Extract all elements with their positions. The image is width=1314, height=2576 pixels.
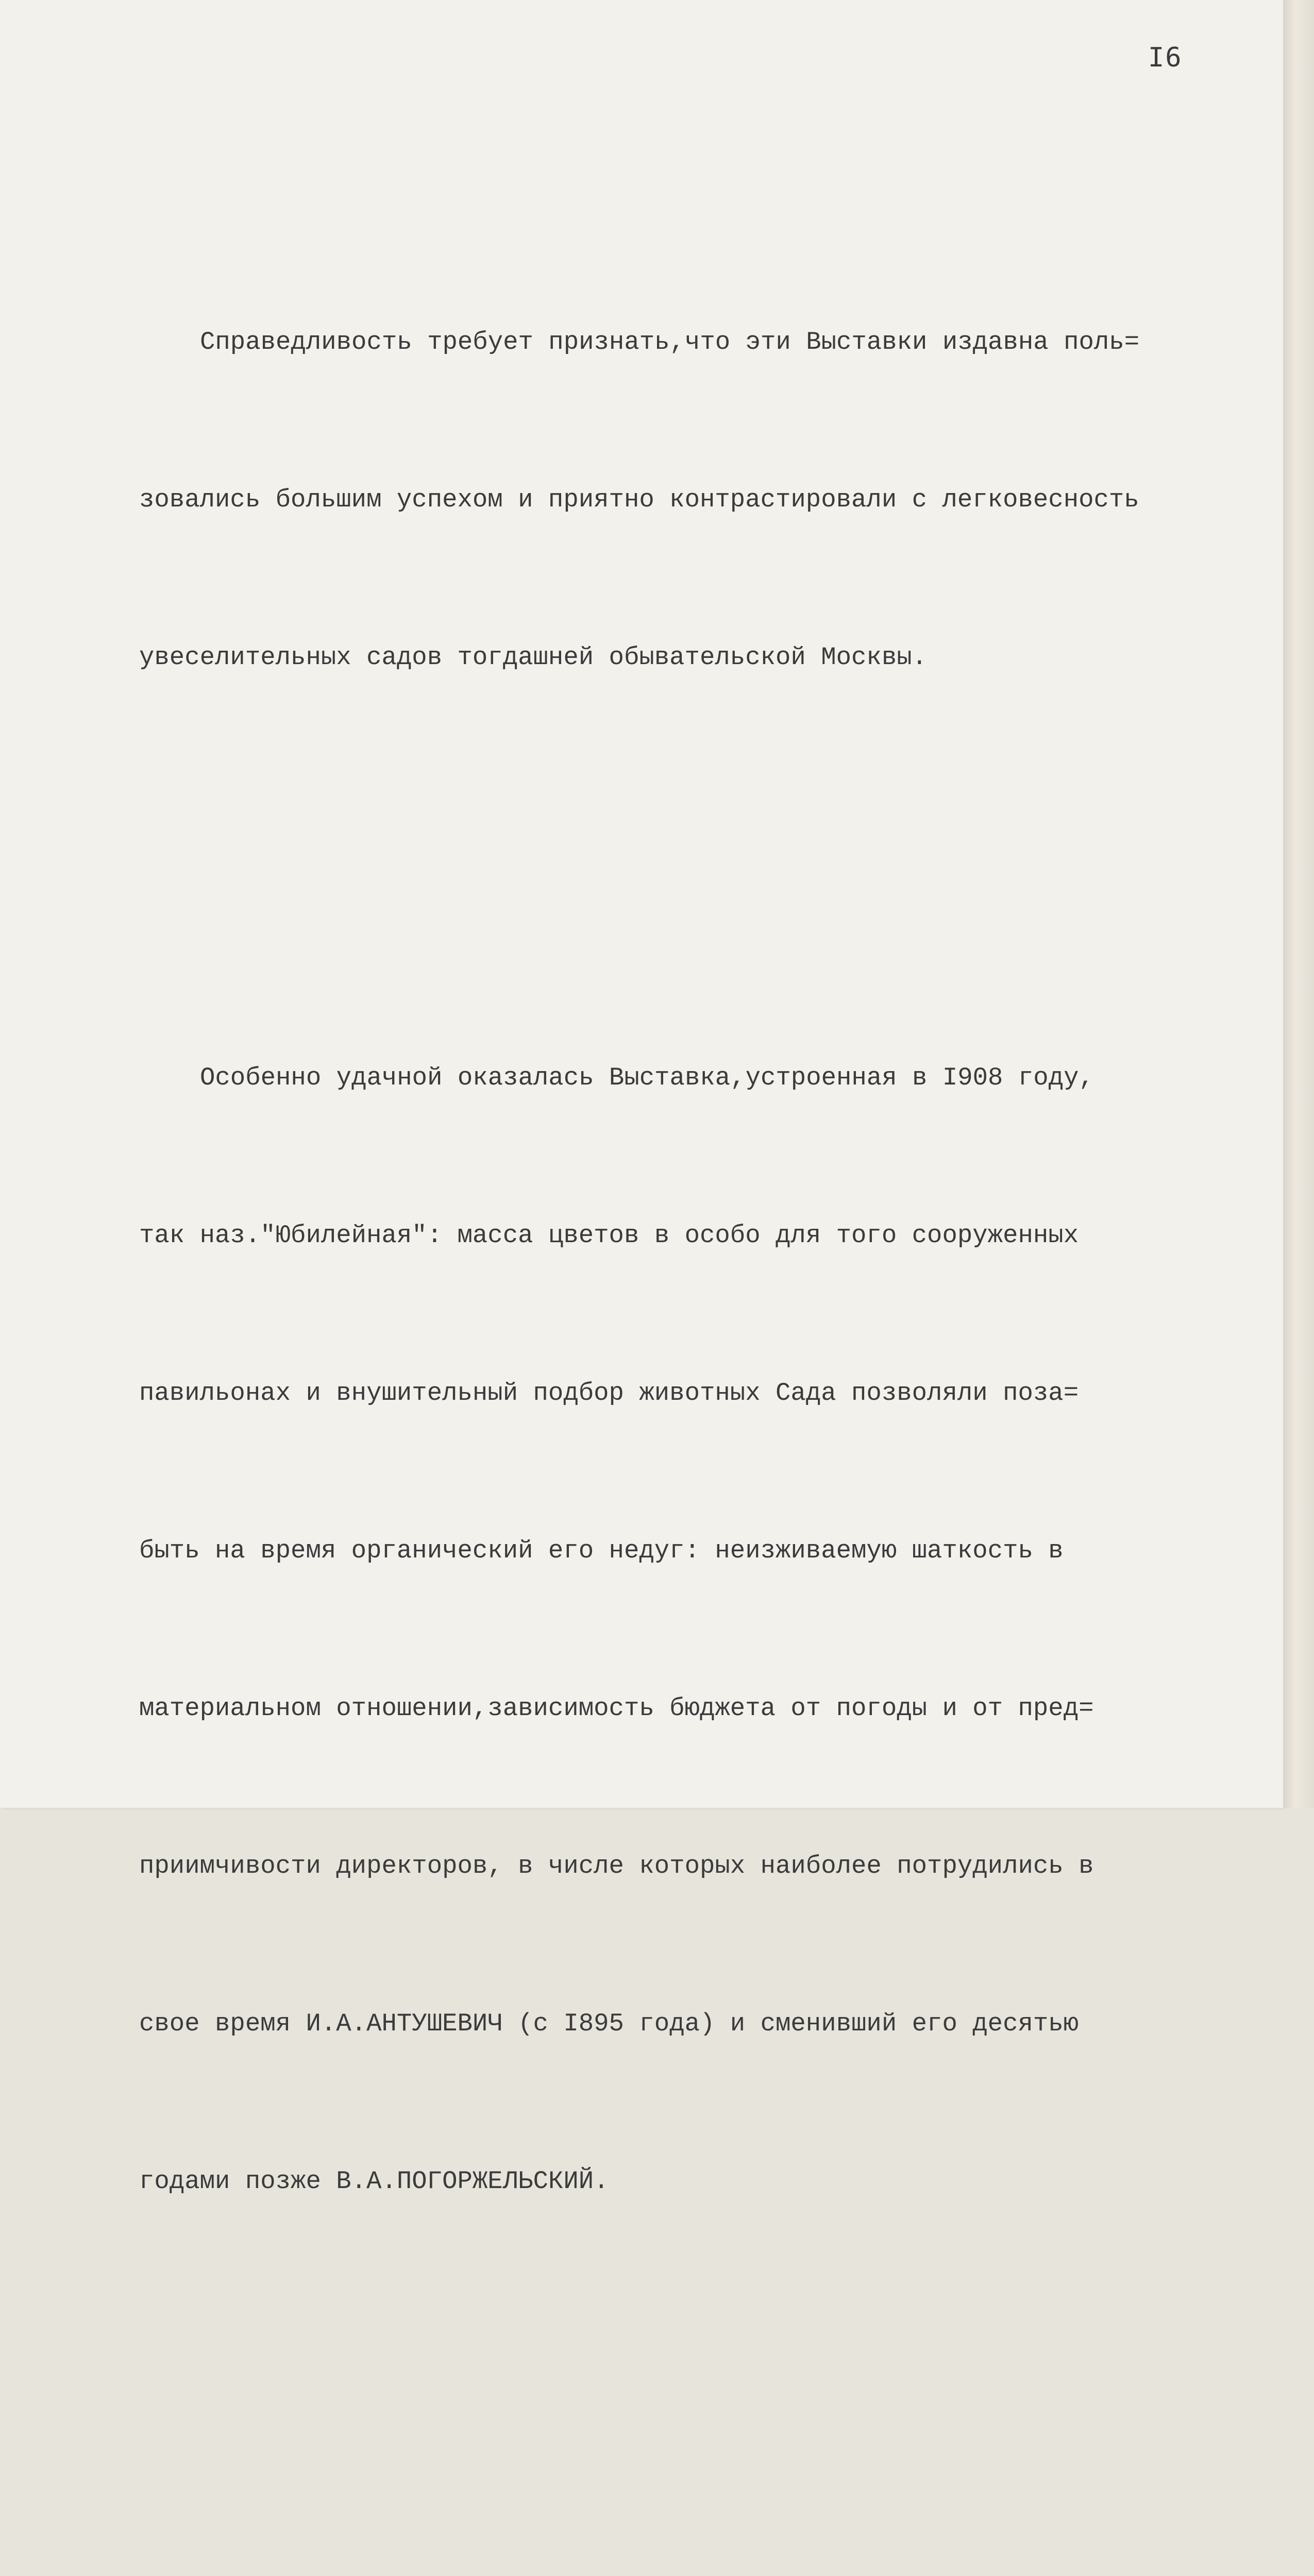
paragraph-3 (139, 2470, 1293, 2576)
page-number: I6 (1148, 42, 1183, 73)
text-line: Особенно удачной оказалась Выставка,устроенная в I908 году, (200, 1063, 1094, 1092)
text-line (139, 2575, 1293, 2576)
text-line: павильонах и внушительный подбор животных Сада позволяли поза= (139, 1379, 1079, 1408)
body-text (139, 106, 1293, 2576)
text-line: зовались большим успехом и приятно контрастировали с легковесность (139, 485, 1139, 514)
text-line: быть на время органический его недуг: неизживаемую шаткость в (139, 1536, 1064, 1565)
text-line: приимчивости директоров, в числе которых наиболее потрудились в (139, 1852, 1094, 1880)
text-line: свое время И.А.АНТУШЕВИЧ (с I895 года) и сменивший его десятью (139, 2009, 1079, 2038)
text-line: Справедливость требует признать,что эти Выставки издавна поль= (200, 328, 1140, 357)
paragraph-1 (139, 211, 1293, 789)
text-line: годами позже В.А.ПОГОРЖЕЛЬСКИЙ. (139, 2167, 609, 2196)
paper-edge (1283, 0, 1314, 1808)
text-line: увеселительных садов тогдашней обывательской Москвы. (139, 643, 928, 672)
paragraph-2 (139, 946, 1293, 2313)
text-line: так наз."Юбилейная": масса цветов в особо для того сооруженных (139, 1221, 1079, 1250)
text-line: материальном отношении,зависимость бюджета от погоды и от пред= (139, 1694, 1094, 1723)
